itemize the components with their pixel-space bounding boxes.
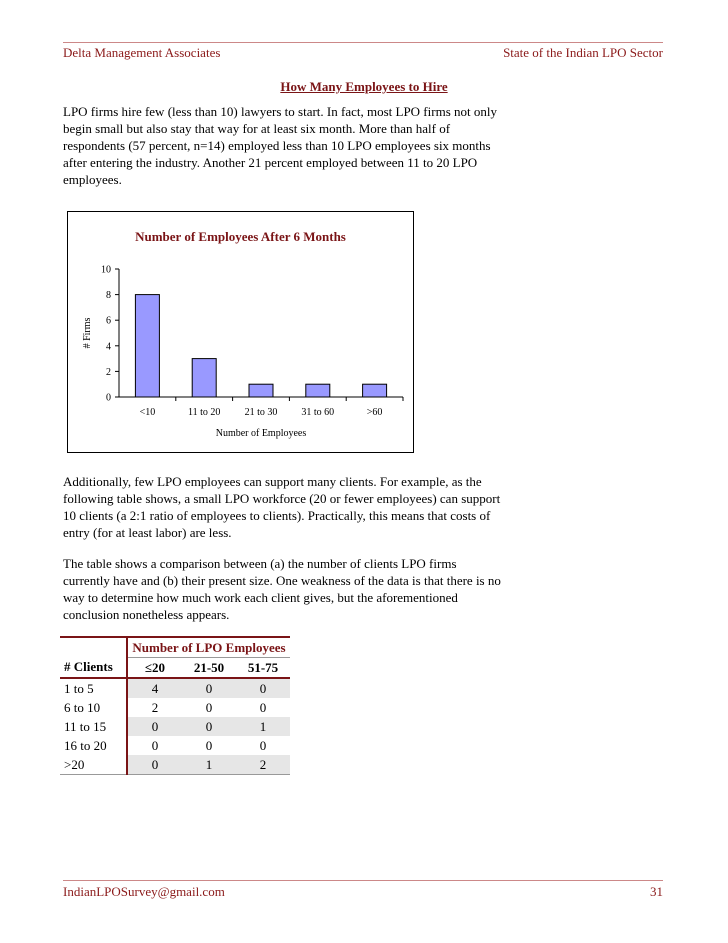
y-tick-label: 6 <box>106 315 111 327</box>
table-cell: 0 <box>127 736 182 755</box>
table-cell: 0 <box>127 755 182 775</box>
x-tick-label: 21 to 30 <box>244 407 278 418</box>
table-cell: 2 <box>236 755 290 775</box>
table-row-header: # Clients <box>60 658 127 679</box>
paragraph-clients: Additionally, few LPO employees can support many clients. For example, as the following table shows, a small LPO workforce (20 or fewer employees) can support 10 clients (a 2:1 ratio of employees to clients). Practically, this means that costs of entry (for at least labor) are less. <box>63 474 501 540</box>
clients-employees-table <box>60 636 290 775</box>
table-row-label: 1 to 5 <box>64 680 94 696</box>
y-tick-label: 4 <box>106 341 111 353</box>
table-row <box>60 755 290 775</box>
page-footer <box>63 880 663 900</box>
header-left: Delta Management Associates <box>63 45 221 60</box>
bar <box>249 384 273 397</box>
bar <box>135 295 159 397</box>
table-cell: 0 <box>127 717 182 736</box>
table-column-header: 51-75 <box>236 658 290 679</box>
table-cell: 0 <box>182 717 236 736</box>
y-tick-label: 0 <box>106 392 111 404</box>
table-cell: 1 <box>236 717 290 736</box>
table-cell: 0 <box>259 737 267 753</box>
bar <box>363 384 387 397</box>
table-row-label: 11 to 15 <box>64 718 107 734</box>
table-row-label: 16 to 20 <box>64 737 107 753</box>
chart-container <box>67 211 414 453</box>
y-tick-label: 8 <box>106 290 111 302</box>
x-tick-label: <10 <box>139 407 156 418</box>
table-cell: 1 <box>182 755 236 775</box>
chart-title: Number of Employees After 6 Months <box>135 229 346 244</box>
table-cell: 4 <box>127 678 182 698</box>
table-column-header-row <box>60 658 290 679</box>
table-cell: 0 <box>205 699 213 715</box>
table-row <box>60 698 290 717</box>
table-cell: 0 <box>182 678 236 698</box>
header-right: State of the Indian LPO Sector <box>503 45 663 60</box>
y-tick-label: 2 <box>106 366 111 378</box>
table-row <box>60 717 290 736</box>
table-row-label: >20 <box>60 755 127 775</box>
bar <box>192 359 216 397</box>
table-column-header: 21-50 <box>182 658 236 679</box>
y-axis-label: # Firms <box>82 317 93 349</box>
table-cell: 0 <box>236 678 290 698</box>
table-row <box>60 736 290 755</box>
page-number: 31 <box>650 884 663 899</box>
x-tick-label: 31 to 60 <box>301 407 335 418</box>
x-tick-label: >60 <box>366 407 383 418</box>
table-row-label: 6 to 10 <box>64 699 101 715</box>
table-cell: 0 <box>259 699 267 715</box>
bar-chart <box>68 212 413 452</box>
table-group-header-row <box>60 637 290 658</box>
table-cell: 0 <box>205 737 213 753</box>
page-header <box>63 42 663 63</box>
x-axis-label: Number of Employees <box>215 428 307 439</box>
table-corner-cell <box>60 637 127 658</box>
table-group-header: Number of LPO Employees <box>127 637 290 658</box>
table-column-header: ≤20 <box>127 658 182 679</box>
paragraph-table-intro: The table shows a comparison between (a) the number of clients LPO firms currently have and (b) their present size. One weakness of the data is that there is no way to determine how much work each client gives, but the aforementioned conclusion nonetheless appears. <box>63 556 501 622</box>
paragraph-intro: LPO firms hire few (less than 10) lawyers to start. In fact, most LPO firms not only begin small but also stay that way for at least six month. More than half of respondents (57 percent, n=14) employed less than 10 LPO employees six months after entering the industry. Another 21 percent employed between 11 to 20 LPO employees. <box>63 104 497 187</box>
y-tick-label: 10 <box>101 264 111 276</box>
footer-email: IndianLPOSurvey@gmail.com <box>63 884 225 899</box>
x-tick-label: 11 to 20 <box>187 407 221 418</box>
section-title: How Many Employees to Hire <box>280 79 448 94</box>
table-row <box>60 678 290 698</box>
table-cell: 2 <box>127 698 182 717</box>
bar <box>306 384 330 397</box>
